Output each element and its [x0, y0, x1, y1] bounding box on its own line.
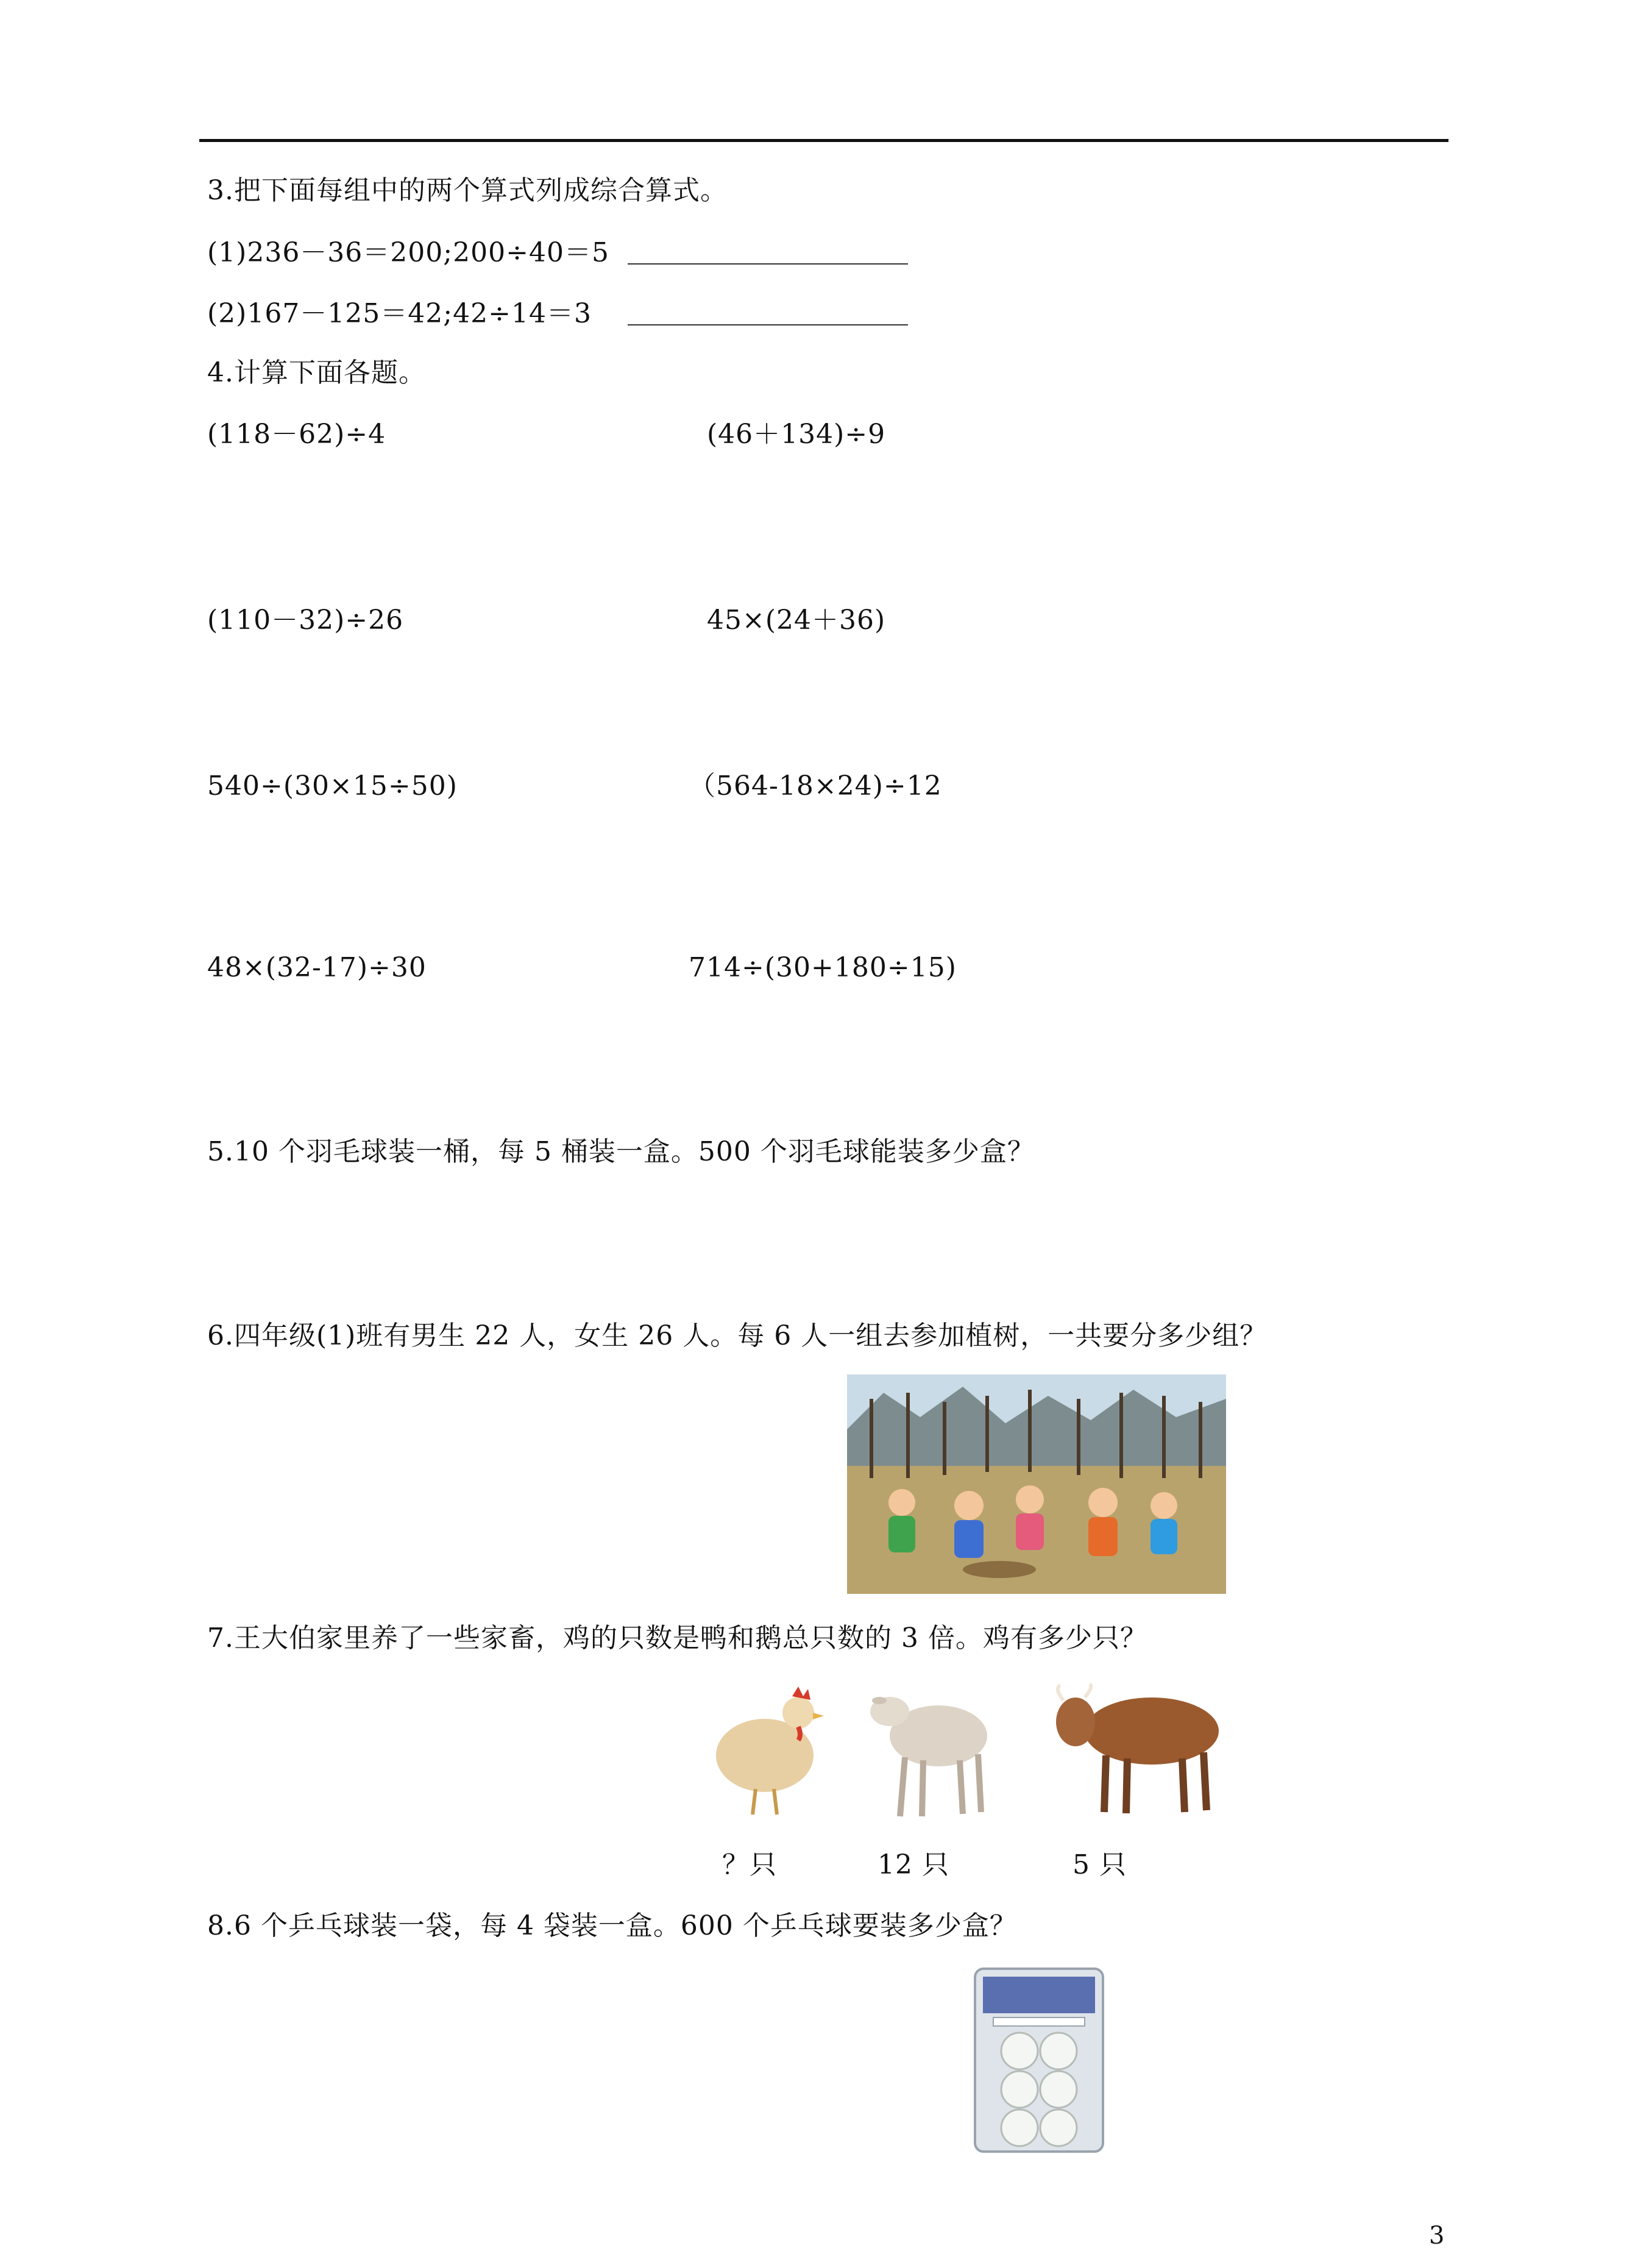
q4-problem-6: （564-18×24)÷12	[689, 770, 942, 802]
q3-title: 3.把下面每组中的两个算式列成综合算式。	[207, 175, 728, 206]
header-rule	[199, 139, 1448, 142]
q4-problem-7: 48×(32-17)÷30	[207, 952, 427, 983]
q3-item-2: (2)167－125＝42;42÷14＝3	[207, 298, 592, 329]
sheep-image	[862, 1675, 996, 1821]
q4-title: 4.计算下面各题。	[207, 357, 426, 388]
q4-problem-4: 45×(24＋36)	[707, 605, 886, 636]
q4-problem-8: 714÷(30+180÷15)	[689, 952, 957, 983]
q6-title: 6.四年级(1)班有男生 22 人，女生 26 人。每 6 人一组去参加植树，一共要分多少组？	[207, 1320, 1268, 1351]
q4-problem-3: (110－32)÷26	[207, 605, 404, 636]
cow-image	[1048, 1679, 1225, 1816]
q3-item-1: (1)236－36＝200;200÷40＝5	[207, 237, 609, 268]
page-number: 3	[1429, 2222, 1445, 2250]
q4-problem-1: (118－62)÷4	[207, 419, 386, 450]
q4-problem-2: (46＋134)÷9	[707, 419, 886, 450]
q7-title: 7.王大伯家里养了一些家畜，鸡的只数是鸭和鹅总只数的 3 倍。鸡有多少只？	[207, 1623, 1147, 1654]
tree-planting-illustration	[847, 1374, 1226, 1594]
q7-label-sheep: 12 只	[878, 1849, 949, 1880]
q3-answer-blank-1[interactable]	[628, 263, 908, 265]
q5-title: 5.10 个羽毛球装一桶，每 5 桶装一盒。500 个羽毛球能装多少盒？	[207, 1136, 1035, 1167]
q7-label-cow: 5 只	[1072, 1849, 1127, 1880]
q7-label-chicken: ？只	[722, 1849, 777, 1880]
q8-title: 8.6 个乒乓球装一袋，每 4 袋装一盒。600 个乒乓球要装多少盒？	[207, 1910, 1017, 1941]
q4-problem-5: 540÷(30×15÷50)	[207, 770, 458, 802]
chicken-image	[707, 1679, 829, 1819]
ping-pong-ball-box-image	[972, 1966, 1106, 2155]
q3-answer-blank-2[interactable]	[628, 324, 908, 325]
